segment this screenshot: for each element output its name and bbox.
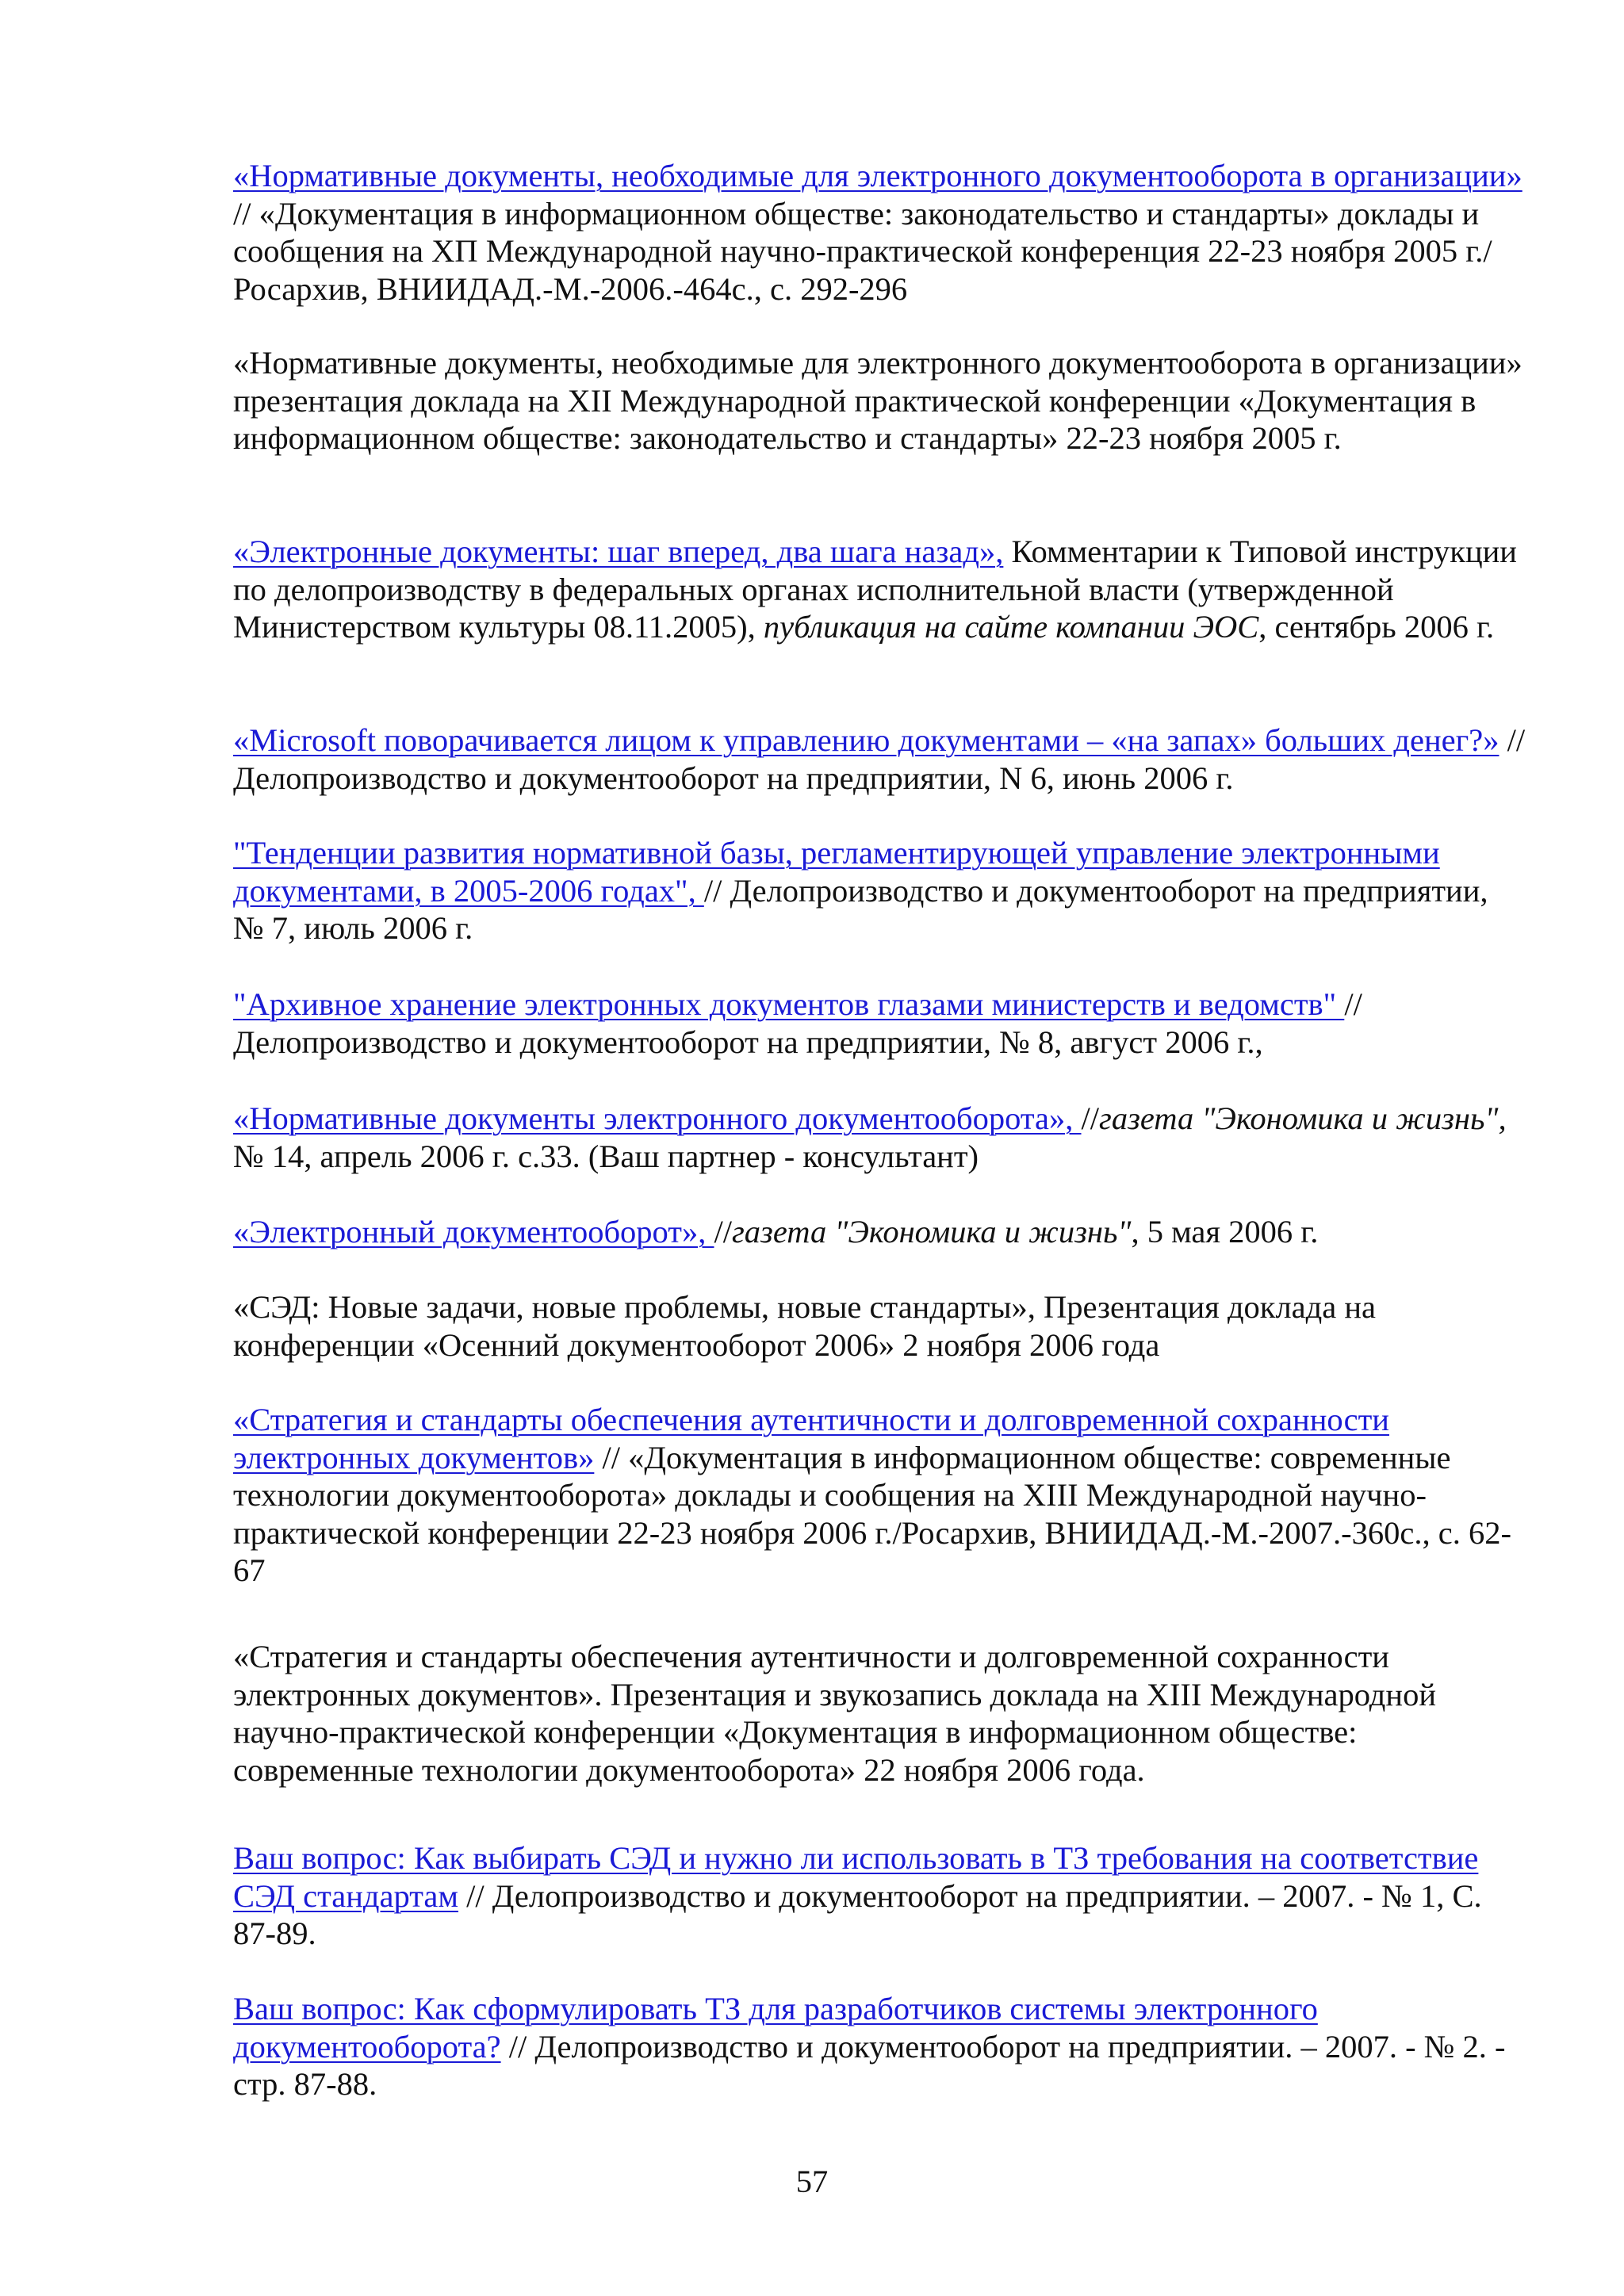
entry-link[interactable]: «Microsoft поворачивается лицом к управлению документами – «на запах» больших денег?» [233,722,1500,758]
bibliography-entry [233,1638,1526,1789]
entry-link[interactable]: «Электронные документы: шаг вперед, два шага назад», [233,534,1004,569]
bibliography-entry [233,834,1526,947]
entry-text: «СЭД: Новые задачи, новые проблемы, новые стандарты», Презентация доклада на конференции «Осенний документооборот 2006» 2 ноября 2006 года [233,1289,1377,1363]
entry-italic-text: газета "Экономика и жизнь", [1099,1100,1507,1136]
entry-text: //Делопроизводство и документооборот на предприятии, № 8, август 2006 г., [233,986,1362,1060]
entry-text-after: , 5 мая 2006 г. [1131,1214,1319,1249]
entry-text: // «Документация в информационном обществе: современные технологии документооборота» доклады и сообщения на XIII Международной научно-практической конференции 22-23 ноября 2006 г./Росархив, ВНИИДАД.-М.-2007.-360с., с. 62-67 [233,1439,1511,1588]
bibliography-entry [233,1288,1526,1364]
bibliography-entry [233,1401,1526,1590]
entry-link[interactable]: «Электронный документооборот», [233,1214,714,1249]
entry-text: «Нормативные документы, необходимые для электронного документооборота в организации» презентация доклада на XII Международной практической конференции «Документация в информационном обществе: законодательство и стандарты» 22-23 ноября 2005 г. [233,345,1522,456]
bibliography-entry [233,985,1526,1061]
entry-link[interactable]: «Стратегия и стандарты обеспечения аутентичности и долговременной сохранности электронных документов» [233,1402,1389,1475]
bibliography-entry [233,533,1526,646]
entry-link[interactable]: "Архивное хранение электронных документов глазами министерств и ведомств" [233,986,1345,1022]
bibliography-entry [233,721,1526,797]
entry-link[interactable]: Ваш вопрос: Как сформулировать ТЗ для разработчиков системы электронного документооборота? [233,1991,1318,2064]
entry-link[interactable]: Ваш вопрос: Как выбирать СЭД и нужно ли использовать в ТЗ требования на соответствие СЭД стандартам [233,1840,1479,1914]
entry-text-after: , сентябрь 2006 г. [1258,609,1495,645]
entry-text: // [714,1214,732,1249]
entry-text: «Стратегия и стандарты обеспечения аутентичности и долговременной сохранности электронных документов». Презентация и звукозапись доклада на XIII Международной научно-практической конференции «Документация в информационном обществе: современные технологии документооборота» 22 ноября 2006 года. [233,1639,1437,1788]
bibliography-entry [233,1990,1526,2103]
entry-link[interactable]: "Тенденции развития нормативной базы, регламентирующей управление электронными документами, в 2005-2006 годах", [233,835,1440,909]
entry-text: // Делопроизводство и документооборот на предприятии. – 2007. - № 2. - стр. 87-88. [233,2028,1506,2102]
entry-link[interactable]: «Нормативные документы, необходимые для электронного документооборота в организации» [233,158,1522,193]
entry-text: Комментарии к Типовой инструкции по делопроизводству в федеральных органах исполнительной власти (утвержденной Министерством культуры 08.11.2005), [233,534,1517,645]
bibliography-entry [233,1839,1526,1953]
bibliography-entry [233,1100,1526,1175]
entry-italic-text: публикация на сайте компании ЭОС [763,609,1259,645]
bibliography-entry [233,344,1526,457]
entry-text-after: № 14, апрель 2006 г. с.33. (Ваш партнер - консультант) [233,1138,979,1174]
page-number: 57 [795,2164,829,2199]
entry-text: // Делопроизводство и документооборот на предприятии, № 7, июль 2006 г. [233,872,1488,946]
entry-italic-text: газета "Экономика и жизнь" [732,1214,1132,1249]
entry-text: // [1081,1100,1100,1136]
bibliography-entry [233,157,1526,308]
entry-text: // Делопроизводство и документооборот на предприятии. – 2007. - № 1, С. 87-89. [233,1877,1482,1951]
entry-link[interactable]: «Нормативные документы электронного документооборота», [233,1100,1082,1136]
entry-text: // «Документация в информационном обществе: законодательство и стандарты» доклады и сообщения на ХП Международной научно-практической конференция 22-23 ноября 2005 г./Росархив, ВНИИДАД.-М.-2006.-464с., с. 292-296 [233,195,1492,307]
entry-text: // Делопроизводство и документооборот на предприятии, N 6, июнь 2006 г. [233,722,1526,796]
bibliography-entry [233,1213,1526,1251]
